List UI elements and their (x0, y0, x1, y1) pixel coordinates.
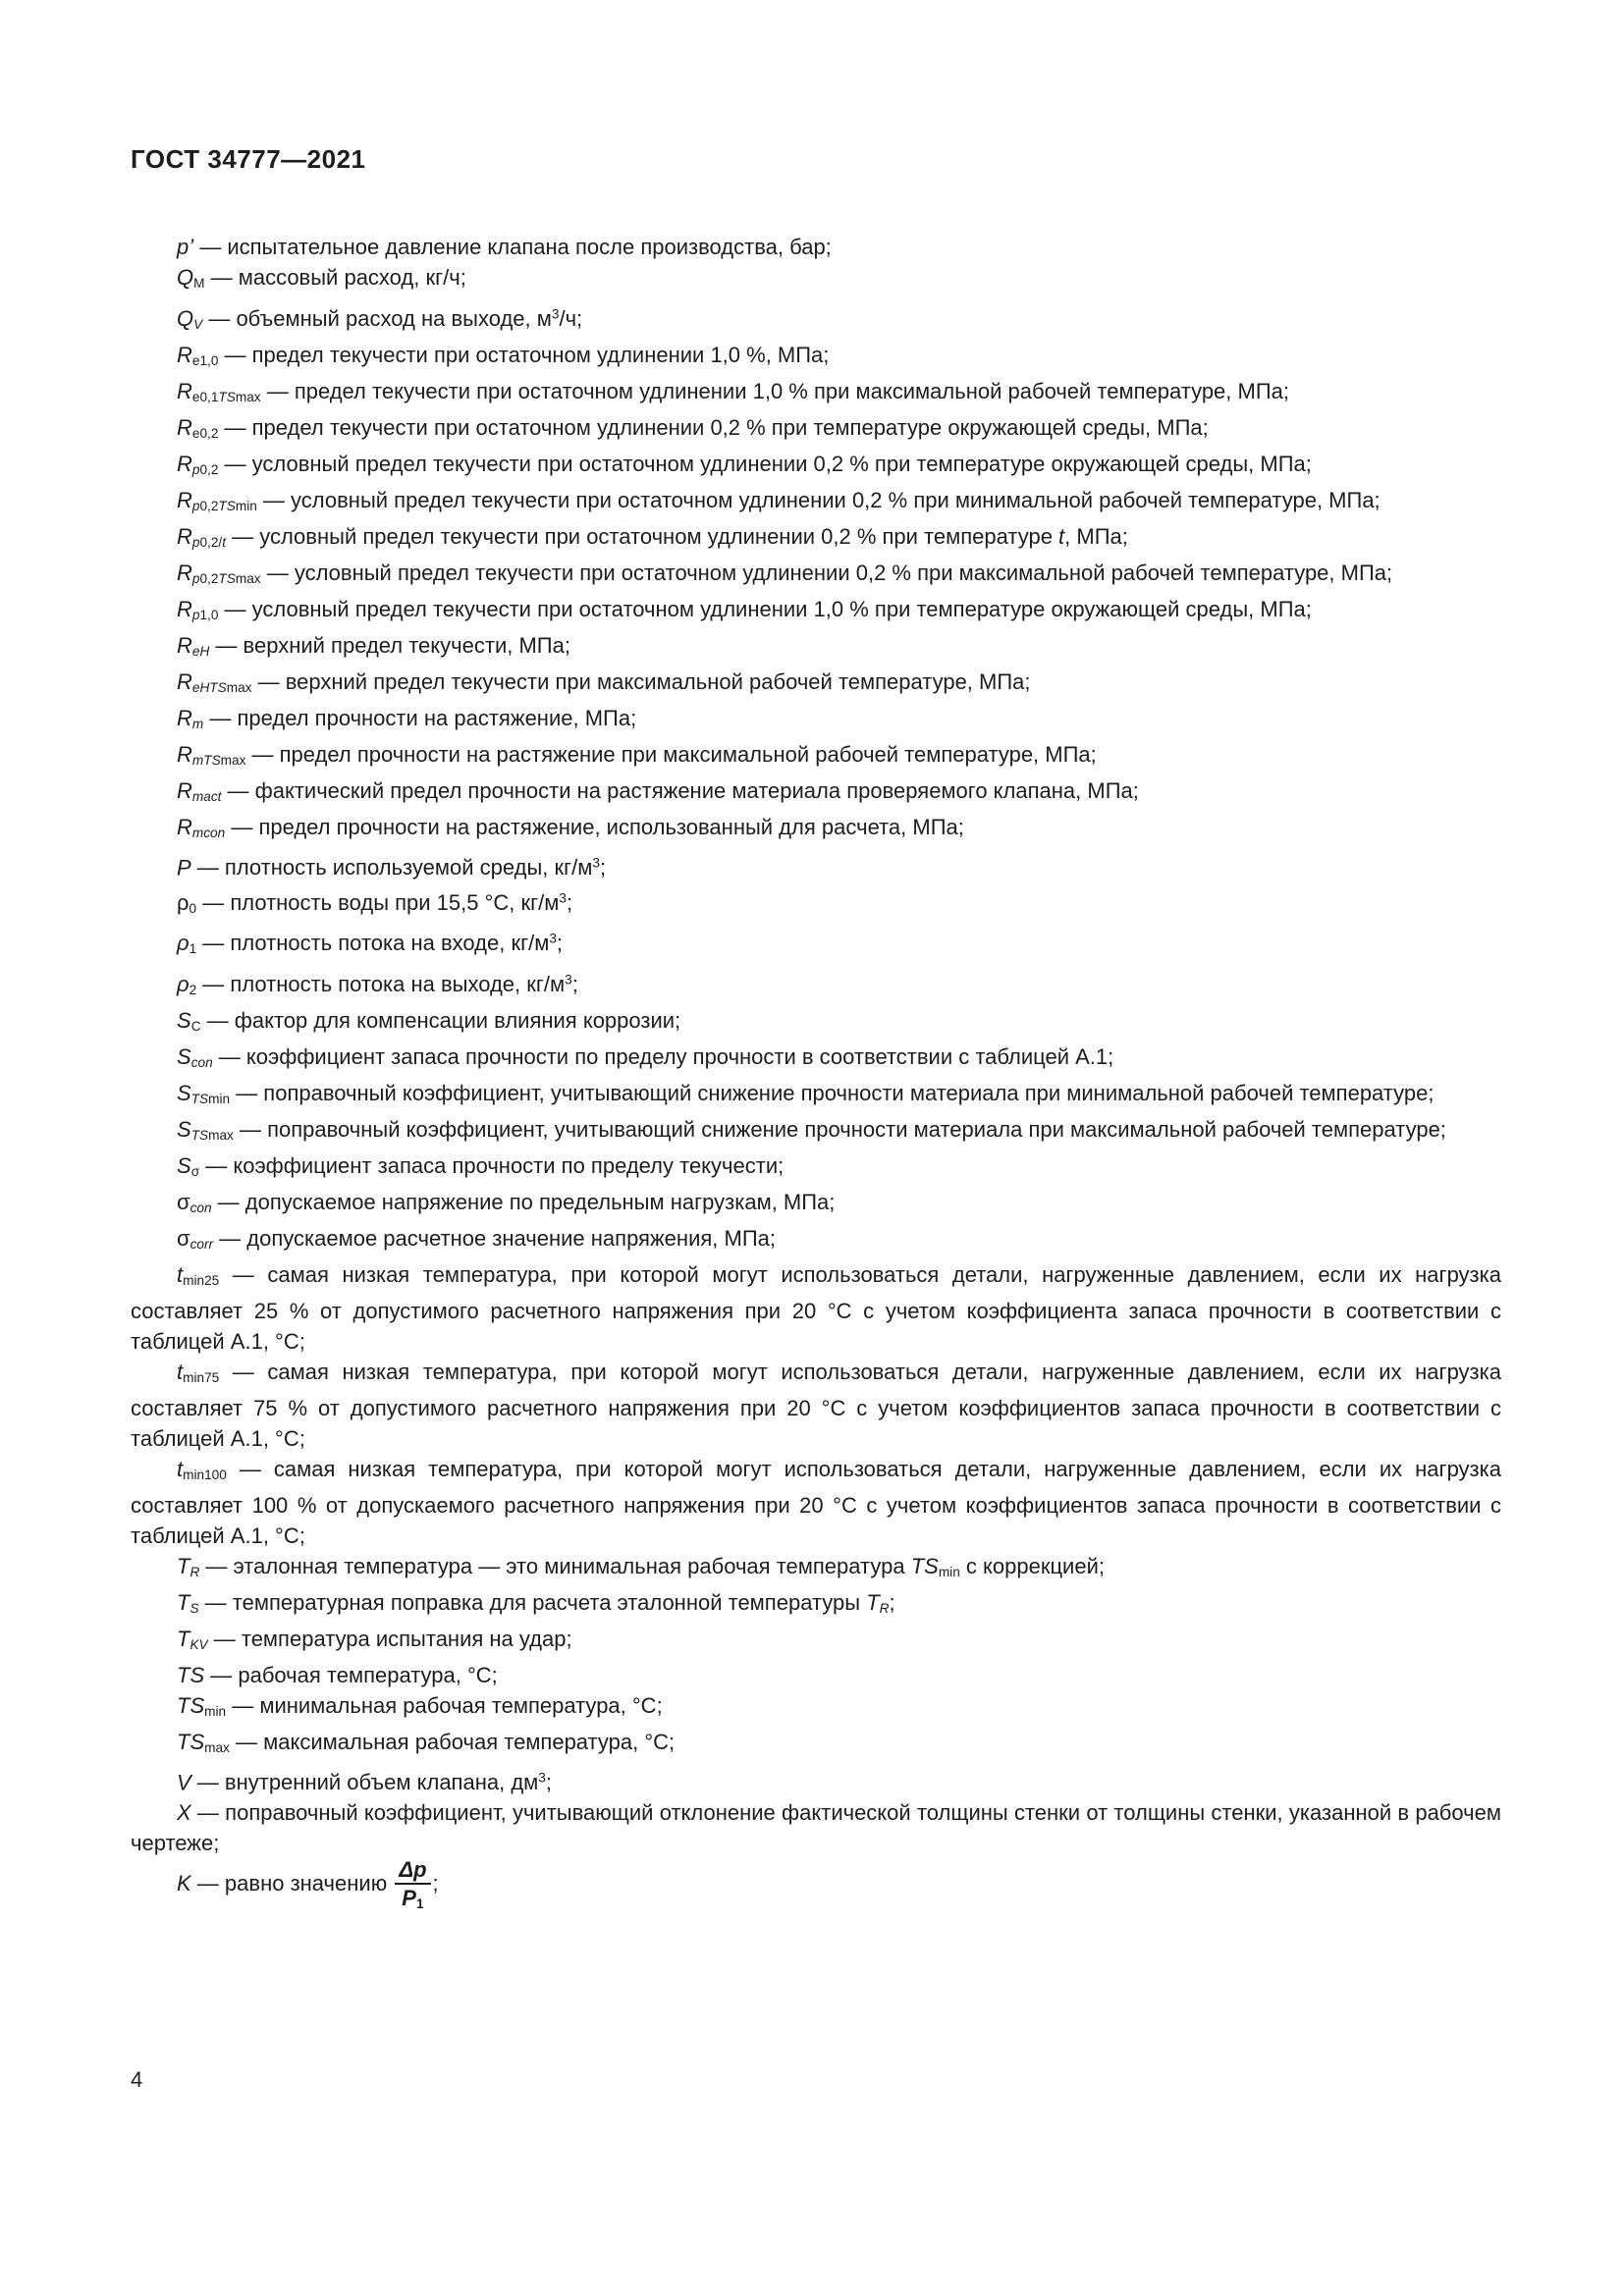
term-symbol: σcon (177, 1189, 212, 1215)
definition-item (131, 812, 1501, 848)
term-definition: — условный предел текучести при остаточном удлинении 0,2 % при минимальной рабочей температуре, МПа; (256, 487, 1380, 512)
term-symbol: RmTSmax (177, 741, 246, 768)
term-symbol: TSmax (177, 1729, 230, 1755)
term-symbol: P (177, 855, 191, 880)
term-definition: — рабочая температура, °С; (204, 1662, 498, 1687)
term-definition: — фактический предел прочности на растяжение материала проверяемого клапана, МПа; (221, 777, 1139, 803)
term-symbol: Rp1,0 (177, 596, 219, 622)
term-symbol: TKV (177, 1626, 208, 1652)
definition-item (131, 1690, 1501, 1727)
term-symbol: K (177, 1871, 191, 1896)
definition-item (131, 412, 1501, 449)
term-definition: — плотность потока на входе, $кг/м^3$; (196, 931, 564, 955)
term-definition: — допускаемое расчетное значение напряжения, МПа; (213, 1225, 776, 1251)
term-definition: — минимальная рабочая температура, °С; (226, 1692, 663, 1718)
definition-item (131, 1005, 1501, 1041)
term-symbol: ReHTSmax (177, 668, 252, 695)
term-symbol: STSmin (177, 1080, 231, 1106)
term-definition: — предел прочности на растяжение, МПа; (203, 705, 637, 730)
term-symbol: σcorr (177, 1225, 214, 1252)
definition-item (131, 1357, 1501, 1454)
term-symbol: SC (177, 1007, 201, 1034)
definition-item (131, 1624, 1501, 1660)
term-symbol: Rmcon (177, 814, 226, 840)
term-symbol: Rp0,2TSmin (177, 487, 257, 513)
term-definition: — самая низкая температура, при которой могут использоваться детали, нагруженные давлением, если их нагрузка составляет 25 % от допустимого расчетного напряжения при 20 °С с учетом коэффициента запаса прочности в соответствии с таблицей А.1, °С; (131, 1261, 1501, 1354)
term-definition: — предел текучести при остаточном удлинении 0,2 % при температуре окружающей среды, МПа; (218, 414, 1209, 440)
definition-item (131, 1763, 1501, 1798)
definition-item (131, 964, 1501, 1005)
term-symbol: ρ0 (177, 889, 197, 916)
definition-item (131, 298, 1501, 340)
term-symbol: QМ (177, 265, 205, 291)
term-symbol: TS (177, 1589, 199, 1616)
term-symbol: ρ2 (177, 971, 197, 997)
term-definition: — предел текучести при остаточном удлинении 1,0 %, МПа; (218, 342, 830, 367)
definition-item (131, 1551, 1501, 1587)
definition-item (131, 630, 1501, 667)
term-symbol: p’ (177, 235, 194, 259)
term-symbol: tmin100 (177, 1456, 227, 1482)
term-definition: — эталонная температура — это минимальная рабочая температура TSmin с коррекцией; (199, 1553, 1105, 1579)
definition-item (131, 521, 1501, 558)
definition-item (131, 882, 1501, 924)
definition-item (131, 1041, 1501, 1078)
term-definition: — условный предел текучести при остаточном удлинении 0,2 % при максимальной рабочей температуре, МПа; (260, 560, 1393, 585)
definition-item (131, 232, 1501, 262)
definition-item (131, 667, 1501, 703)
standard-number: ГОСТ 34777—2021 (131, 144, 366, 174)
term-symbol: QV (177, 305, 203, 332)
definition-item (131, 449, 1501, 485)
definition-item (131, 848, 1501, 883)
term-definition: — верхний предел текучести при максимальной рабочей температуре, МПа; (251, 668, 1031, 694)
term-definition: — предел текучести при остаточном удлинении 1,0 % при максимальной рабочей температуре, МПа; (260, 378, 1289, 403)
term-symbol: TSmin (177, 1692, 227, 1719)
term-symbol: X (177, 1800, 191, 1825)
term-definition: — коэффициент запаса прочности по пределу прочности в соответствии с таблицей А.1; (212, 1043, 1114, 1069)
definition-item (131, 739, 1501, 775)
definition-item (131, 1114, 1501, 1150)
term-definition: — предел прочности на растяжение, использованный для расчета, МПа; (225, 814, 964, 839)
definitions-list (131, 232, 1501, 1911)
term-definition: — фактор для компенсации влияния коррозии; (200, 1007, 681, 1033)
term-symbol: tmin75 (177, 1359, 220, 1385)
term-definition: — максимальная рабочая температура, °С; (229, 1729, 676, 1754)
definition-item (131, 1660, 1501, 1690)
term-symbol: TS (177, 1662, 205, 1687)
definition-item (131, 594, 1501, 630)
term-symbol: tmin25 (177, 1261, 220, 1288)
term-symbol: Rp0,2TSmax (177, 560, 261, 586)
fraction-numerator: Δp (399, 1857, 427, 1882)
definition-item (131, 1150, 1501, 1187)
page-number: 4 (131, 2067, 143, 2092)
term-symbol: STSmax (177, 1116, 234, 1143)
fraction-denominator: P1 (395, 1883, 430, 1911)
term-definition: — поправочный коэффициент, учитывающий отклонение фактической толщины стенки от толщины стенки, указанной в рабочем чертеже; (131, 1800, 1501, 1855)
term-definition: — допускаемое напряжение по предельным нагрузкам, МПа; (211, 1189, 836, 1214)
definition-item (131, 1454, 1501, 1551)
term-definition: — испытательное давление клапана после производства, бар; (193, 235, 832, 259)
term-definition: — плотность воды при 15,5 °С, $кг/м^3$; (196, 889, 573, 915)
term-definition: — температура испытания на удар; (207, 1626, 572, 1651)
term-symbol: Re1,0 (177, 342, 219, 368)
term-definition: — массовый расход, кг/ч; (204, 265, 466, 290)
term-symbol: ReH (177, 632, 210, 659)
term-definition: — условный предел текучести при остаточном удлинении 1,0 % при температуре окружающей среды, МПа; (218, 596, 1312, 621)
definition-item (131, 1223, 1501, 1259)
term-symbol: Re0,1TSmax (177, 378, 261, 404)
term-definition: — плотность используемой среды, $кг/м^3$; (190, 855, 607, 880)
definition-item (131, 262, 1501, 298)
term-definition: — плотность потока на выходе, $кг/м^3$; (196, 971, 578, 996)
term-definition: — верхний предел текучести, МПа; (209, 632, 570, 658)
term-symbol: V (177, 1770, 191, 1794)
term-definition: — поправочный коэффициент, учитывающий снижение прочности материала при минимальной рабочей температуре; (230, 1080, 1435, 1105)
term-definition: — коэффициент запаса прочности по пределу текучести; (199, 1152, 785, 1178)
term-definition: — равно значению $\frac{\Delta p}{P1}$ ; (190, 1857, 439, 1912)
definition-item (131, 1078, 1501, 1114)
term-definition: — самая низкая температура, при которой могут использоваться детали, нагруженные давлением, если их нагрузка составляет 75 % от допустимого расчетного напряжения при 20 °С с учетом коэффициентов запаса прочности в соответствии с таблицей А.1, °С; (131, 1359, 1501, 1451)
term-definition: — температурная поправка для расчета эталонной температуры TR; (198, 1589, 895, 1616)
term-definition: — поправочный коэффициент, учитывающий снижение прочности материала при максимальной рабочей температуре; (233, 1116, 1446, 1142)
definition-item (131, 1727, 1501, 1763)
term-symbol: Sσ (177, 1152, 200, 1179)
term-definition: — объемный расход на выходе, $м^3/ч$; (202, 305, 583, 331)
term-symbol: Re0,2 (177, 414, 219, 441)
definition-item (131, 703, 1501, 739)
definition-item (131, 1858, 1501, 1911)
definition-item (131, 376, 1501, 412)
fraction (395, 1858, 430, 1911)
term-symbol: Scon (177, 1043, 213, 1070)
term-definition: — условный предел текучести при остаточном удлинении 0,2 % при температуре t, МПа; (226, 523, 1128, 549)
term-definition: — внутренний объем клапана, $дм^3$; (190, 1770, 552, 1794)
definition-item (131, 1187, 1501, 1223)
term-symbol: TR (177, 1553, 200, 1579)
term-symbol: Rp0,2 (177, 451, 219, 477)
term-symbol: ρ1 (177, 931, 197, 956)
definition-item (131, 485, 1501, 521)
running-header (131, 144, 366, 175)
term-symbol: Rp0,2/t (177, 523, 226, 550)
term-symbol: Rmact (177, 777, 222, 804)
definition-item (131, 924, 1501, 965)
definition-item (131, 775, 1501, 812)
definition-item (131, 558, 1501, 594)
term-definition: — условный предел текучести при остаточном удлинении 0,2 % при температуре окружающей среды, МПа; (218, 451, 1312, 476)
term-symbol: Rm (177, 705, 204, 731)
term-definition: — самая низкая температура, при которой могут использоваться детали, нагруженные давлением, если их нагрузка составляет 100 % от допускаемого расчетного напряжения при 20 °С с учетом коэффициентов запаса прочности в соответствии с таблицей А.1, °С; (131, 1456, 1501, 1548)
term-definition: — предел прочности на растяжение при максимальной рабочей температуре, МПа; (245, 741, 1097, 767)
definition-item (131, 1259, 1501, 1357)
definition-item (131, 1797, 1501, 1858)
definition-item (131, 1587, 1501, 1624)
definition-item (131, 340, 1501, 376)
